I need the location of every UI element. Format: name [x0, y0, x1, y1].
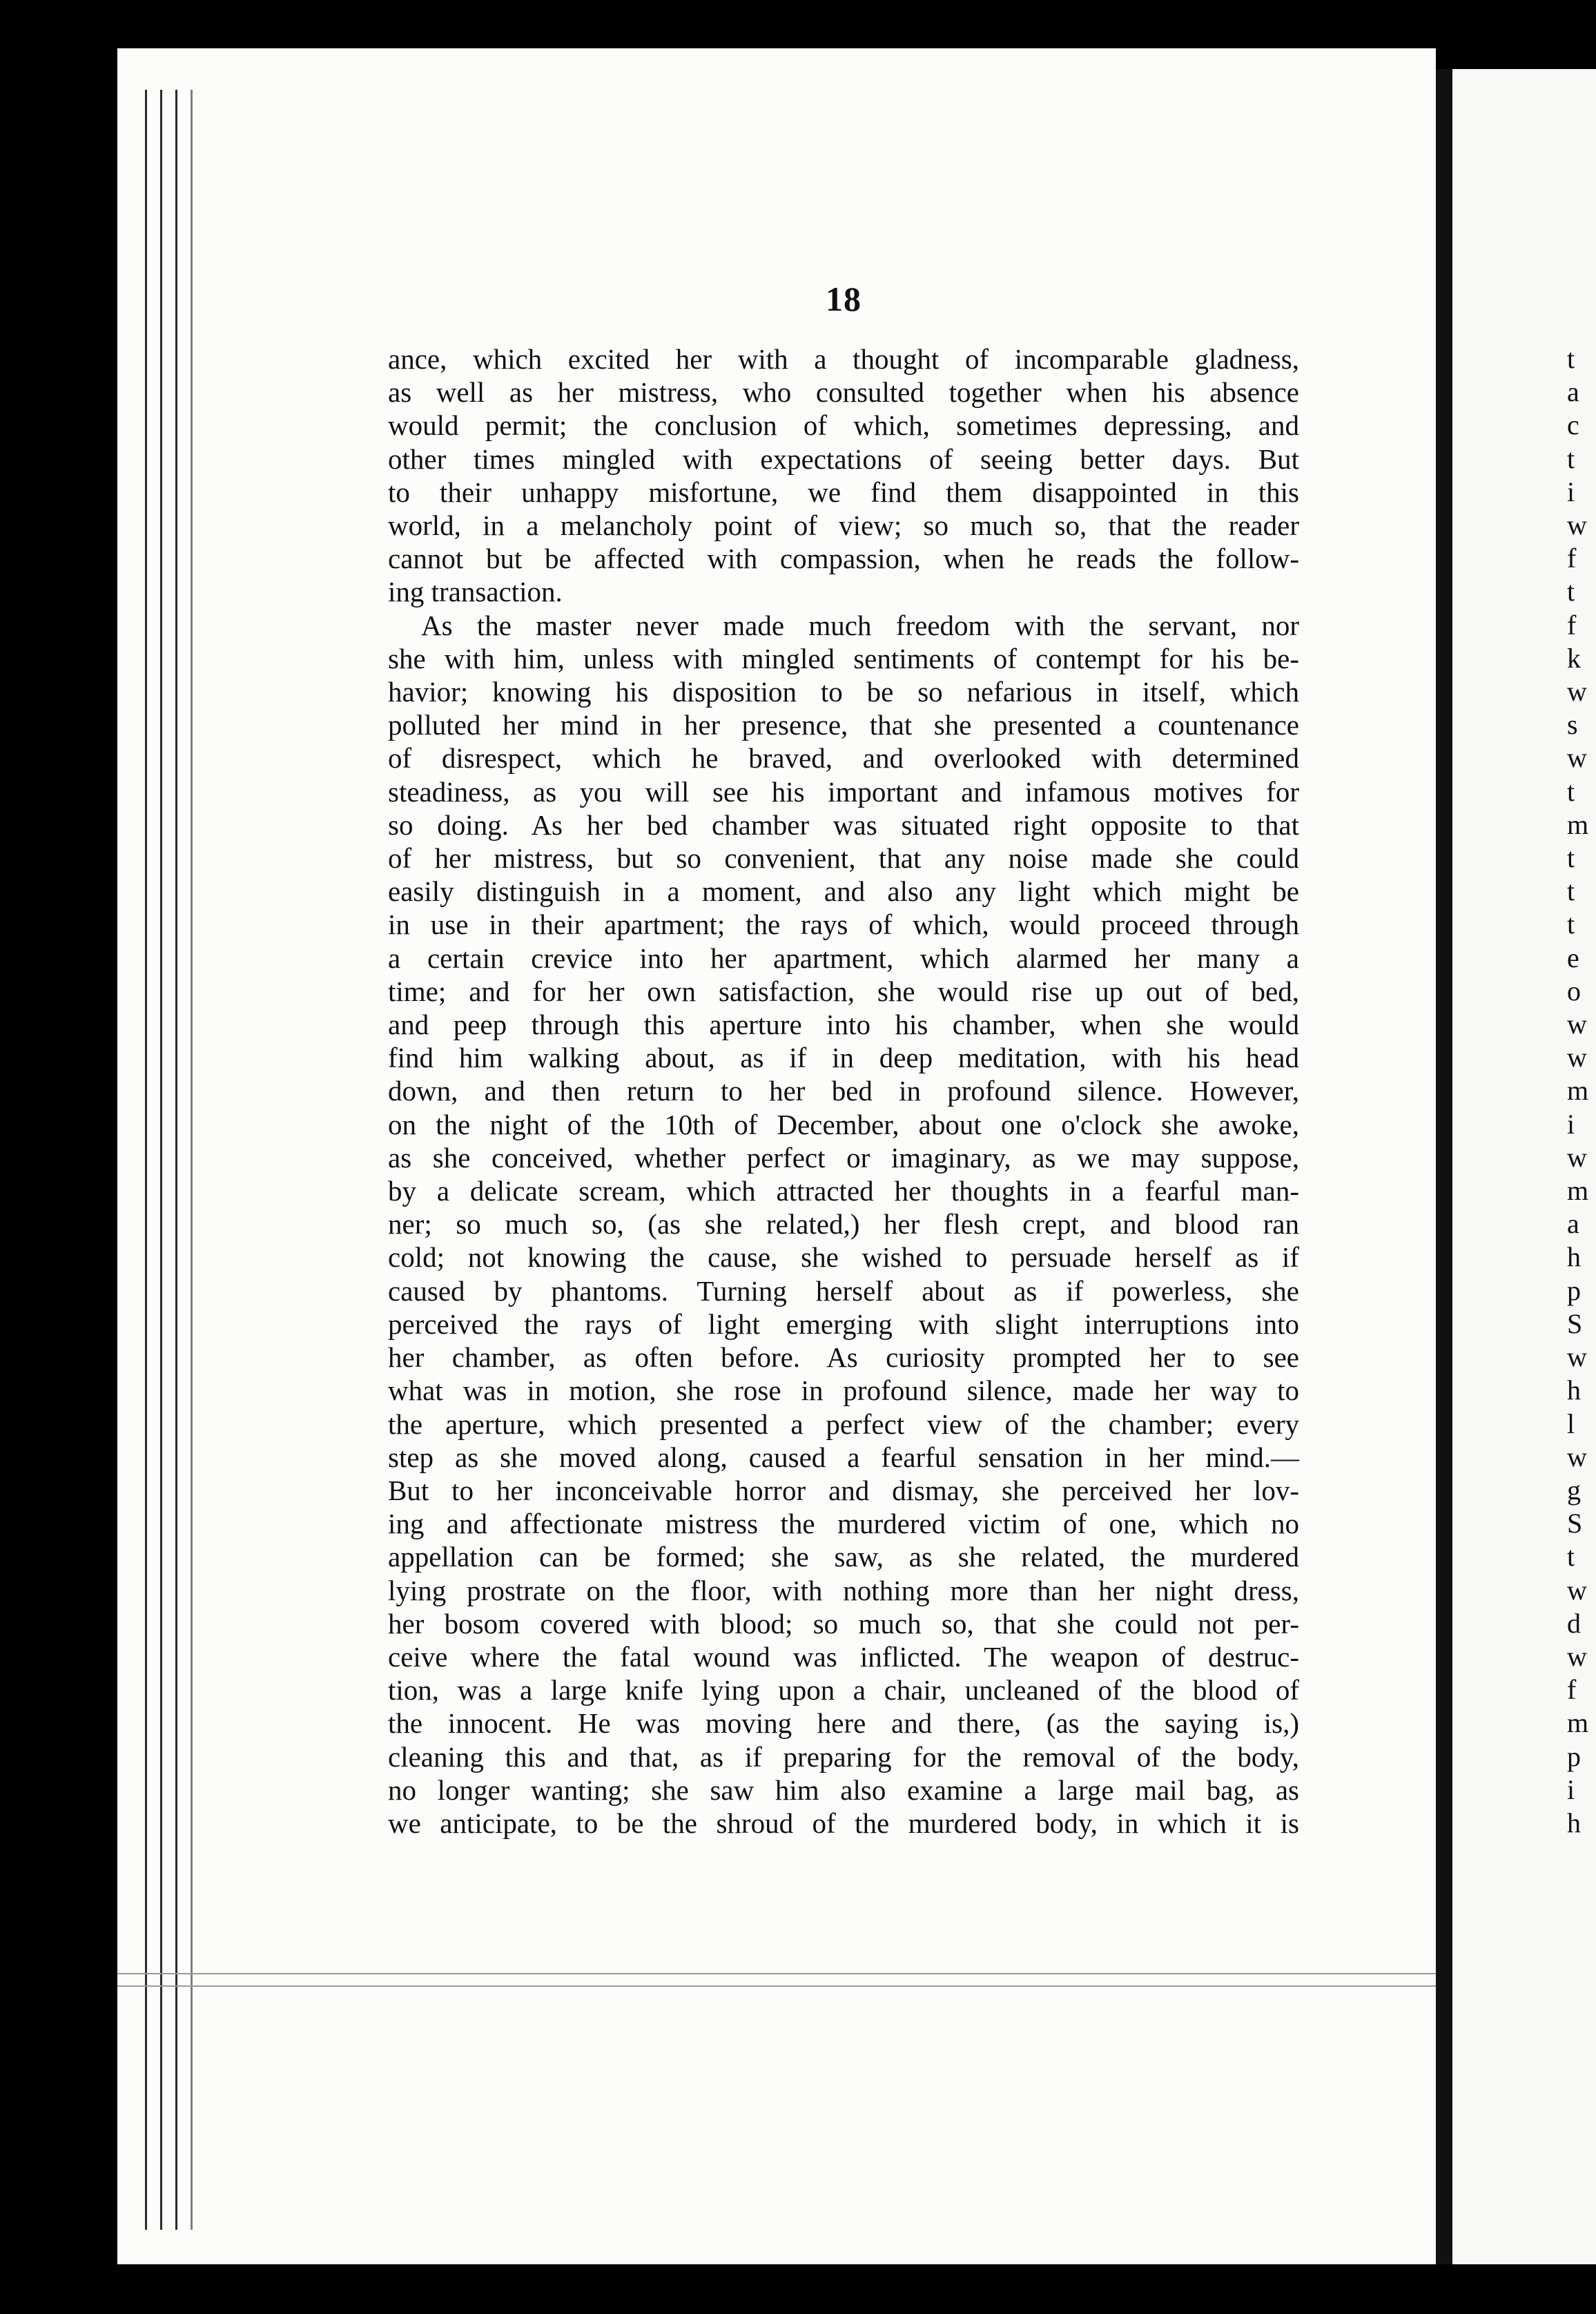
text-line: to their unhappy misfortune, we find them disappointed in this	[388, 476, 1299, 508]
text-line: as well as her mistress, who consulted together when his absence	[388, 376, 1299, 409]
adjacent-text-fragment: m	[1567, 1707, 1589, 1739]
adjacent-text-fragment: f	[1567, 1674, 1577, 1706]
adjacent-text-fragment: w	[1567, 1640, 1587, 1672]
adjacent-text-fragment: t	[1567, 775, 1575, 807]
adjacent-text-fragment: w	[1567, 1009, 1587, 1040]
adjacent-text-fragment: t	[1567, 1541, 1575, 1573]
adjacent-text-fragment: s	[1567, 709, 1578, 741]
text-line: cleaning this and that, as if preparing for the removal of the body,	[388, 1740, 1299, 1773]
adjacent-text-fragment: S	[1567, 1508, 1583, 1539]
adjacent-text-fragment: a	[1567, 376, 1579, 408]
text-line: time; and for her own satisfaction, she would rise up out of bed,	[388, 975, 1299, 1007]
adjacent-text-fragment: h	[1567, 1374, 1581, 1406]
adjacent-text-fragment: e	[1567, 942, 1579, 973]
text-line: a certain crevice into her apartment, which alarmed her many a	[388, 942, 1299, 974]
adjacent-text-fragment: c	[1567, 409, 1579, 441]
adjacent-text-fragment: m	[1567, 808, 1589, 840]
adjacent-text-fragment: w	[1567, 1341, 1587, 1373]
gutter-line	[160, 90, 162, 2230]
text-line: her bosom covered with blood; so much so, that she could not per-	[388, 1607, 1299, 1640]
adjacent-text-fragment: t	[1567, 875, 1575, 907]
text-line: of disrespect, which he braved, and overlooked with determined	[388, 742, 1299, 775]
text-line: cold; not knowing the cause, she wished to persuade herself as if	[388, 1241, 1299, 1274]
adjacent-text-fragment: t	[1567, 343, 1575, 374]
adjacent-text-fragment: d	[1567, 1607, 1581, 1639]
adjacent-text-fragment: f	[1567, 543, 1577, 574]
adjacent-text-fragment: t	[1567, 576, 1575, 607]
adjacent-text-fragment: i	[1567, 476, 1575, 507]
text-line: tion, was a large knife lying upon a chair, uncleaned of the blood of	[388, 1674, 1299, 1707]
adjacent-text-fragment: w	[1567, 1574, 1587, 1606]
adjacent-text-fragment: p	[1567, 1274, 1581, 1306]
page-body-text	[388, 342, 1299, 1840]
text-line: the aperture, which presented a perfect view of the chamber; every	[388, 1408, 1299, 1440]
page-number: 18	[826, 280, 862, 318]
adjacent-text-fragment: m	[1567, 1175, 1589, 1207]
text-line: on the night of the 10th of December, about one o'clock she awoke,	[388, 1108, 1299, 1140]
text-line: down, and then return to her bed in profound silence. However,	[388, 1075, 1299, 1107]
text-line: other times mingled with expectations of seeing better days. But	[388, 443, 1299, 475]
text-line: perceived the rays of light emerging with slight interruptions into	[388, 1307, 1299, 1340]
text-line: world, in a melancholy point of view; so much so, that the reader	[388, 509, 1299, 542]
text-line: and peep through this aperture into his chamber, when she would	[388, 1009, 1299, 1041]
text-line: havior; knowing his disposition to be so nefarious in itself, which	[388, 676, 1299, 708]
adjacent-text-fragment: a	[1567, 1208, 1579, 1240]
text-line: steadiness, as you will see his important and infamous motives for	[388, 775, 1299, 808]
text-line: ing transaction.	[388, 576, 563, 608]
text-line: her chamber, as often before. As curiosity prompted her to see	[388, 1341, 1299, 1374]
adjacent-text-fragment: w	[1567, 1042, 1587, 1073]
text-line: by a delicate scream, which attracted her thoughts in a fearful man-	[388, 1175, 1299, 1207]
gutter-line	[191, 90, 193, 2230]
text-line: as she conceived, whether perfect or imaginary, as we may suppose,	[388, 1141, 1299, 1174]
adjacent-text-fragment: f	[1567, 609, 1577, 641]
adjacent-text-fragment: o	[1567, 975, 1581, 1007]
adjacent-text-fragment: p	[1567, 1740, 1581, 1772]
text-line: polluted her mind in her presence, that she presented a countenance	[388, 709, 1299, 741]
adjacent-text-fragment: t	[1567, 842, 1575, 874]
text-line: ner; so much so, (as she related,) her flesh crept, and blood ran	[388, 1208, 1299, 1241]
adjacent-text-fragment: g	[1567, 1474, 1581, 1506]
gutter-line	[175, 90, 177, 2230]
text-line: of her mistress, but so convenient, that any noise made she could	[388, 842, 1299, 875]
text-line: lying prostrate on the floor, with nothing more than her night dress,	[388, 1574, 1299, 1606]
gutter-line	[145, 90, 147, 2230]
adjacent-text-fragment: m	[1567, 1075, 1589, 1107]
text-line: so doing. As her bed chamber was situated right opposite to that	[388, 808, 1299, 841]
adjacent-text-fragment: i	[1567, 1108, 1575, 1140]
adjacent-text-fragment: h	[1567, 1241, 1581, 1273]
adjacent-text-fragment: w	[1567, 742, 1587, 774]
text-line: caused by phantoms. Turning herself about as if powerless, she	[388, 1274, 1299, 1307]
adjacent-text-fragment: t	[1567, 443, 1575, 474]
scan-line	[117, 1985, 1436, 1987]
adjacent-text-fragment: S	[1567, 1307, 1583, 1339]
text-line: what was in motion, she rose in profound silence, made her way to	[388, 1374, 1299, 1407]
text-line: ing and affectionate mistress the murdered victim of one, which no	[388, 1508, 1299, 1540]
text-line: cannot but be affected with compassion, when he reads the follow-	[388, 543, 1299, 575]
text-line: step as she moved along, caused a fearful sensation in her mind.—	[388, 1441, 1299, 1473]
text-line: she with him, unless with mingled sentiments of contempt for his be-	[388, 642, 1299, 674]
text-line: would permit; the conclusion of which, sometimes depressing, and	[388, 409, 1299, 442]
adjacent-text-fragment: w	[1567, 1441, 1587, 1472]
text-line: ance, which excited her with a thought of incomparable gladness,	[388, 343, 1299, 375]
adjacent-text-fragment: w	[1567, 509, 1587, 541]
text-line: appellation can be formed; she saw, as she related, the murdered	[388, 1541, 1299, 1573]
adjacent-text-fragment: h	[1567, 1807, 1581, 1838]
text-line: the innocent. He was moving here and there, (as the saying is,)	[388, 1707, 1299, 1740]
adjacent-page-text	[1567, 342, 1588, 1840]
text-line: no longer wanting; she saw him also examine a large mail bag, as	[388, 1773, 1299, 1806]
adjacent-text-fragment: l	[1567, 1408, 1575, 1439]
text-line: As the master never made much freedom with the servant, nor	[421, 609, 1299, 641]
text-line: we anticipate, to be the shroud of the murdered body, in which it is	[388, 1807, 1299, 1839]
adjacent-text-fragment: k	[1567, 642, 1581, 674]
text-line: ceive where the fatal wound was inflicted. The weapon of destruc-	[388, 1640, 1299, 1673]
scan-line	[117, 1973, 1436, 1974]
adjacent-text-fragment: i	[1567, 1773, 1575, 1805]
text-line: find him walking about, as if in deep meditation, with his head	[388, 1042, 1299, 1074]
adjacent-text-fragment: w	[1567, 1141, 1587, 1173]
adjacent-text-fragment: t	[1567, 908, 1575, 940]
text-line: easily distinguish in a moment, and also any light which might be	[388, 875, 1299, 908]
text-line: But to her inconceivable horror and dismay, she perceived her lov-	[388, 1474, 1299, 1506]
adjacent-text-fragment: w	[1567, 676, 1587, 708]
text-line: in use in their apartment; the rays of which, would proceed through	[388, 908, 1299, 941]
